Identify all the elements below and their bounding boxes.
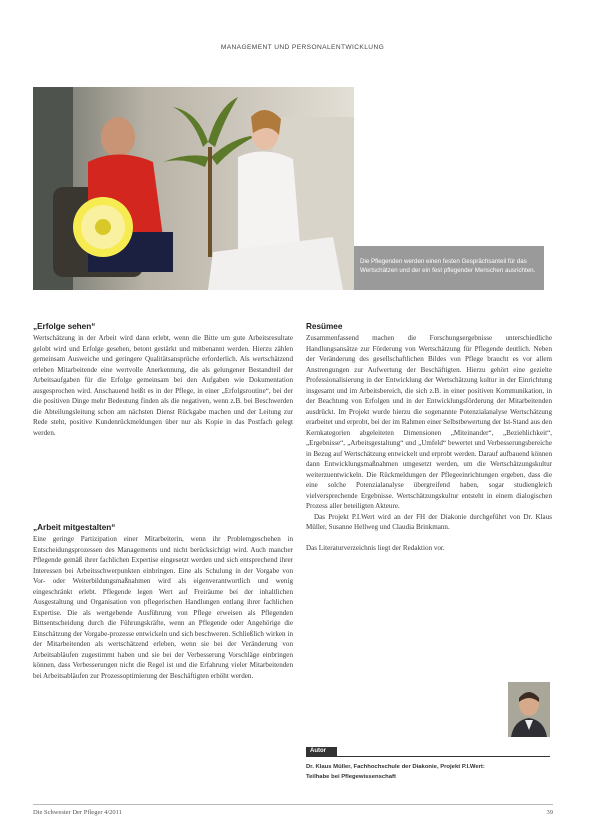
author-label: Autor: [306, 747, 337, 756]
author-line-2: Teilhabe bei Pflegewissenschaft: [306, 774, 396, 780]
photo-caption: Die Pflegenden werden einen festen Gesprächsanteil für das Wertschätzen und der ein fest pflegender Menschen ausrichten.: [360, 258, 536, 275]
page-number: 39: [546, 809, 553, 816]
heading-arbeit-mitgestalten: „Arbeit mitgestalten“: [33, 523, 116, 532]
footer-publication: Die Schwester Der Pfleger 4/2011: [33, 809, 122, 816]
author-line-1: Dr. Klaus Müller, Fachhochschule der Diakonie, Projekt P.I.Wert:: [306, 764, 485, 770]
photo-illustration: [33, 87, 354, 290]
author-divider: [306, 756, 550, 757]
paragraph: Wertschätzung in der Arbeit wird dann erlebt, wenn die Bitte um gute Arbeitsresultate gelobt wird und Erfolge gesehen, betont gestärkt und mitbenannt werden. Hierzu zählen gemeinsam Ausweiche und geringere Qualitätsansprüche erforderlich. Als wertschätzend erleben Mitarbeitende eine wertvolle Anerkennung, die als gelungener Bestandteil der Arbeitsaufgaben für die Erfolge gemeinsam bei den Aufgaben wie Dokumentation ausgesprochen wird. Anschauend heißt es in der Pflege, in einer „Erfolgsroutine“, bei der die positiven Dinge mehr Bedeutung finden als die negativen, wenn z.B. bei Beschwerden die Abteilungsleitung schon am nächsten Dienst Rückgabe machen und der Leitung zur Rede steht, positive Kundenrückmeldungen über nur als Kopie in das Postfach gelegt werden.: [33, 334, 293, 437]
author-photo: [508, 682, 550, 737]
body-erfolge-sehen: [33, 333, 293, 438]
heading-erfolge-sehen: „Erfolge sehen“: [33, 322, 96, 331]
article-photo: [33, 87, 354, 290]
footer-divider: [33, 804, 553, 805]
paragraph-project: Das Projekt P.I.Wert wird an der FH der Diakonie durchgeführt von Dr. Klaus Müller, Susanne Hellweg und Claudia Brinkmann.: [306, 512, 552, 531]
author-info: [306, 762, 552, 782]
body-resuemee: [306, 333, 552, 553]
heading-resuemee: Resümee: [306, 322, 343, 331]
section-header: MANAGEMENT UND PERSONALENTWICKLUNG: [220, 44, 385, 51]
author-portrait-illustration: [508, 682, 550, 737]
paragraph: Eine geringe Partizipation einer Mitarbeiterin, wenn ihr Problemgeschehen in Entscheidungsprozessen des Managements und nicht berücksichtigt wird. Auch mancher Pflegende gemäß ihrer fachlichen Expertise eingesetzt werden und sich entsprechend ihrer Interessen bei Arbeitsschwerpunkten einbringen. Eine als Schulung in der Vorgabe von Vor- oder Weiterbildungsmaßnahmen wird als eigenverantwortlich und wenig eingeschränkt erlebt. Pflegende legen Wert auf Freiräume bei der inhaltlichen Ausgestaltung und Organisation von pflegerischen Handlungen entlang ihrer fachlichen Expertise. Die als wertgebende Ausführung von Pflege erweisen als Pflegenden Bittsentscheidung durch die Führungskräfte, wenn an Pflegende oder Angehörige die Einschätzung der Vorgabe-prozesse entwickeln und sich beschweren. Schließlich wirken in der Mitarbeitenden als wertschätzend erleben, wenn sie bei der Veränderung von Arbeitsabläufen zugestimmt haben und sie bei der Verbesserung Vorschläge einbringen können, dass Verbesserungen nicht die Regel ist und die Erfahrung vieler Mitarbeitenden bei Arbeitsabläufen zur Prozessoptimierung der Beschäftigten erhöht werden.: [33, 535, 293, 680]
body-arbeit-mitgestalten: [33, 534, 293, 681]
paragraph-literature: Das Literaturverzeichnis liegt der Redaktion vor.: [306, 543, 445, 552]
paragraph: Zusammenfassend machen die Forschungsergebnisse unterschiedliche Handlungsansätze zur Förderung von Wertschätzung für Pflegende deutlich. Neben der Veränderung des gesellschaftlichen Bildes von Pflege braucht es vor allem Anstrengungen zur Aufwertung der Beschäftigten. Hierzu gehört eine gezielte Professionalisierung in der Entwicklung der Wertschätzung kultur in der Einrichtung insgesamt und im Arbeitsbereich, die sich z.B. in einer positiven Kommunikation, in der Beachtung von Erfolgen und in der Entwicklungsförderung der Mitarbeitenden ausdrückt. Im Projekt wurde hierzu die sogenannte Potenzialanalyse Wertschätzung erarbeitet und erprobt, bei der im Rahmen einer Selbstbewertung der Ist-Stand aus den Kernkategorien abgeleiteten Dimensionen „Miteinander“, „Beziehlichkeit“, „Ergebnisse“, „Arbeitsgestaltung“ und „Umfeld“ bewertet und Verbesserungsbereiche in Bezug auf Wertschätzung entwickelt und erprobt werden. Darauf aufbauend können dann Entwicklungsmaßnahmen umgesetzt werden, um die Wertschätzungskultur weiterzuentwickeln. Die Rückmeldungen der Pflegeeinrichtungen ergeben, dass die eine solche Potenzialanalyse übergreifend haben, sogar studiengleich vielversprechende Ergebnisse. Wertschätzungskultur entsteht in einem dialogischen Prozess aller beteiligten Akteure.: [306, 334, 552, 510]
